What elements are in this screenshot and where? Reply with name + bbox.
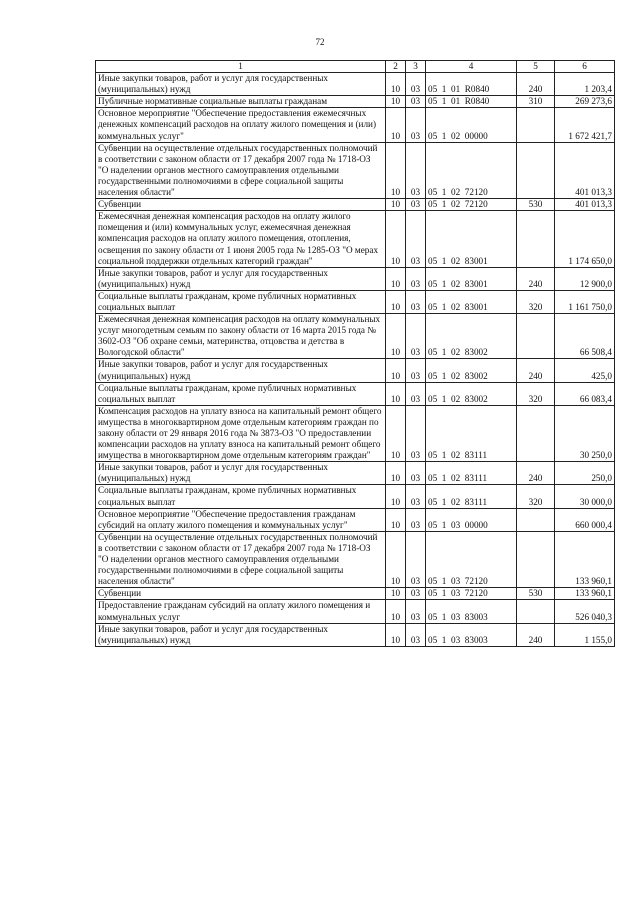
table-row	[96, 96, 615, 108]
cell-name: Субвенции на осуществление отдельных государственных полномочий в соответствии с законом области от 17 декабря 2007 года № 1718-ОЗ "О наделении органов местного самоуправления отдельными государственными полномочиями в сфере социальной защиты населения области"	[96, 142, 386, 198]
cell-target-article: 05 1 02 83111	[426, 485, 517, 508]
cell-name: Субвенции на осуществление отдельных государственных полномочий в соответствии с законом области от 17 декабря 2007 года № 1718-ОЗ "О наделении органов местного самоуправления отдельными государственными полномочиями в сфере социальной защиты населения области"	[96, 531, 386, 587]
cell-section: 10	[386, 290, 406, 313]
cell-expense-type	[517, 600, 555, 623]
cell-section: 10	[386, 600, 406, 623]
cell-expense-type: 240	[517, 73, 555, 96]
cell-subsection: 03	[406, 73, 426, 96]
cell-target-article: 05 1 02 83002	[426, 382, 517, 405]
cell-section: 10	[386, 462, 406, 485]
table-row	[96, 462, 615, 485]
cell-name: Иные закупки товаров, работ и услуг для государственных (муниципальных) нужд	[96, 359, 386, 382]
cell-name: Иные закупки товаров, работ и услуг для государственных (муниципальных) нужд	[96, 73, 386, 96]
cell-target-article: 05 1 01 R0840	[426, 96, 517, 108]
cell-target-article: 05 1 02 83001	[426, 211, 517, 267]
cell-amount: 269 273,6	[555, 96, 615, 108]
cell-subsection: 03	[406, 96, 426, 108]
cell-target-article: 05 1 02 83111	[426, 462, 517, 485]
column-header-section: 2	[386, 61, 406, 73]
column-header-expense-type: 5	[517, 61, 555, 73]
cell-target-article: 05 1 01 R0840	[426, 73, 517, 96]
cell-subsection: 03	[406, 267, 426, 290]
cell-name: Публичные нормативные социальные выплаты гражданам	[96, 96, 386, 108]
cell-amount: 133 960,1	[555, 531, 615, 587]
cell-subsection: 03	[406, 485, 426, 508]
cell-section: 10	[386, 211, 406, 267]
table-row	[96, 382, 615, 405]
cell-subsection: 03	[406, 623, 426, 646]
table-row	[96, 314, 615, 359]
cell-target-article: 05 1 02 00000	[426, 108, 517, 142]
cell-target-article: 05 1 03 72120	[426, 588, 517, 600]
cell-name: Иные закупки товаров, работ и услуг для государственных (муниципальных) нужд	[96, 267, 386, 290]
cell-name: Основное мероприятие "Обеспечение предоставления гражданам субсидий на оплату жилого помещения и коммунальных услуг"	[96, 508, 386, 531]
table-row	[96, 485, 615, 508]
cell-amount: 12 900,0	[555, 267, 615, 290]
table-row	[96, 623, 615, 646]
cell-expense-type: 320	[517, 485, 555, 508]
cell-expense-type: 320	[517, 290, 555, 313]
cell-amount: 660 000,4	[555, 508, 615, 531]
cell-subsection: 03	[406, 600, 426, 623]
cell-amount: 401 013,3	[555, 142, 615, 198]
cell-name: Иные закупки товаров, работ и услуг для государственных (муниципальных) нужд	[96, 462, 386, 485]
cell-amount: 133 960,1	[555, 588, 615, 600]
cell-amount: 1 203,4	[555, 73, 615, 96]
cell-target-article: 05 1 02 83111	[426, 405, 517, 461]
table-row	[96, 267, 615, 290]
cell-expense-type: 320	[517, 382, 555, 405]
cell-expense-type	[517, 508, 555, 531]
cell-target-article: 05 1 03 72120	[426, 531, 517, 587]
cell-expense-type: 240	[517, 623, 555, 646]
cell-amount: 401 013,3	[555, 199, 615, 211]
cell-expense-type: 310	[517, 96, 555, 108]
cell-amount: 66 083,4	[555, 382, 615, 405]
cell-name: Ежемесячная денежная компенсация расходов на оплату жилого помещения и (или) коммунальных услуг, ежемесячная денежная компенсация расходов на оплату жилого помещения, отопления, освещения по закону области от 1 июня 2005 года № 1285-ОЗ "О мерах социальной поддержки отдельных категорий граждан"	[96, 211, 386, 267]
cell-amount: 66 508,4	[555, 314, 615, 359]
table-header-row	[96, 61, 615, 73]
cell-expense-type: 240	[517, 359, 555, 382]
cell-subsection: 03	[406, 290, 426, 313]
table-row	[96, 290, 615, 313]
cell-expense-type	[517, 211, 555, 267]
cell-subsection: 03	[406, 108, 426, 142]
cell-target-article: 05 1 02 72120	[426, 199, 517, 211]
cell-subsection: 03	[406, 462, 426, 485]
cell-target-article: 05 1 02 83002	[426, 359, 517, 382]
cell-name: Социальные выплаты гражданам, кроме публичных нормативных социальных выплат	[96, 290, 386, 313]
cell-amount: 425,0	[555, 359, 615, 382]
cell-expense-type	[517, 405, 555, 461]
cell-section: 10	[386, 96, 406, 108]
cell-section: 10	[386, 405, 406, 461]
cell-amount: 1 155,0	[555, 623, 615, 646]
column-header-name: 1	[96, 61, 386, 73]
cell-expense-type: 530	[517, 199, 555, 211]
cell-target-article: 05 1 03 83003	[426, 623, 517, 646]
cell-section: 10	[386, 359, 406, 382]
cell-target-article: 05 1 03 00000	[426, 508, 517, 531]
cell-target-article: 05 1 02 83001	[426, 290, 517, 313]
cell-amount: 1 672 421,7	[555, 108, 615, 142]
cell-name: Иные закупки товаров, работ и услуг для государственных (муниципальных) нужд	[96, 623, 386, 646]
cell-name: Субвенции	[96, 199, 386, 211]
table-row	[96, 359, 615, 382]
table-row	[96, 508, 615, 531]
cell-target-article: 05 1 02 83001	[426, 267, 517, 290]
budget-table	[95, 60, 615, 647]
cell-target-article: 05 1 02 83002	[426, 314, 517, 359]
cell-name: Ежемесячная денежная компенсация расходов на оплату коммунальных услуг многодетным семьям по закону области от 16 марта 2015 года № 3602-ОЗ "Об охране семьи, материнства, отцовства и детства в Вологодской области"	[96, 314, 386, 359]
cell-section: 10	[386, 588, 406, 600]
cell-expense-type	[517, 314, 555, 359]
cell-section: 10	[386, 267, 406, 290]
table-row	[96, 600, 615, 623]
cell-subsection: 03	[406, 142, 426, 198]
cell-subsection: 03	[406, 211, 426, 267]
cell-subsection: 03	[406, 531, 426, 587]
cell-section: 10	[386, 485, 406, 508]
cell-section: 10	[386, 199, 406, 211]
cell-amount: 1 161 750,0	[555, 290, 615, 313]
cell-subsection: 03	[406, 508, 426, 531]
table-row	[96, 588, 615, 600]
cell-amount: 526 040,3	[555, 600, 615, 623]
table-row	[96, 73, 615, 96]
table-row	[96, 405, 615, 461]
column-header-amount: 6	[555, 61, 615, 73]
cell-amount: 250,0	[555, 462, 615, 485]
cell-section: 10	[386, 142, 406, 198]
cell-name: Основное мероприятие "Обеспечение предоставления ежемесячных денежных компенсаций расходов на оплату жилого помещения и (или) коммунальных услуг"	[96, 108, 386, 142]
table-row	[96, 211, 615, 267]
cell-section: 10	[386, 623, 406, 646]
cell-section: 10	[386, 382, 406, 405]
cell-amount: 30 250,0	[555, 405, 615, 461]
cell-expense-type	[517, 142, 555, 198]
cell-name: Компенсация расходов на уплату взноса на капитальный ремонт общего имущества в многоквартирном доме отдельным категориям граждан по закону области от 29 января 2016 года № 3873-ОЗ "О предоставлении компенсации расходов на уплату взноса на капитальный ремонт общего имущества в многоквартирном доме отдельным категориям граждан"	[96, 405, 386, 461]
cell-subsection: 03	[406, 359, 426, 382]
column-header-target-article: 4	[426, 61, 517, 73]
cell-name: Предоставление гражданам субсидий на оплату жилого помещения и коммунальных услуг	[96, 600, 386, 623]
column-header-subsection: 3	[406, 61, 426, 73]
cell-expense-type	[517, 531, 555, 587]
table-row	[96, 142, 615, 198]
cell-target-article: 05 1 03 83003	[426, 600, 517, 623]
cell-expense-type: 530	[517, 588, 555, 600]
cell-section: 10	[386, 108, 406, 142]
table-row	[96, 531, 615, 587]
cell-name: Социальные выплаты гражданам, кроме публичных нормативных социальных выплат	[96, 382, 386, 405]
cell-expense-type: 240	[517, 462, 555, 485]
cell-subsection: 03	[406, 588, 426, 600]
cell-expense-type	[517, 108, 555, 142]
cell-section: 10	[386, 508, 406, 531]
cell-section: 10	[386, 314, 406, 359]
cell-name: Социальные выплаты гражданам, кроме публичных нормативных социальных выплат	[96, 485, 386, 508]
cell-amount: 30 000,0	[555, 485, 615, 508]
table-row	[96, 199, 615, 211]
cell-expense-type: 240	[517, 267, 555, 290]
cell-amount: 1 174 650,0	[555, 211, 615, 267]
cell-subsection: 03	[406, 314, 426, 359]
table-row	[96, 108, 615, 142]
cell-section: 10	[386, 531, 406, 587]
cell-subsection: 03	[406, 199, 426, 211]
cell-name: Субвенции	[96, 588, 386, 600]
cell-subsection: 03	[406, 382, 426, 405]
cell-subsection: 03	[406, 405, 426, 461]
cell-target-article: 05 1 02 72120	[426, 142, 517, 198]
page-number: 72	[315, 37, 325, 47]
cell-section: 10	[386, 73, 406, 96]
